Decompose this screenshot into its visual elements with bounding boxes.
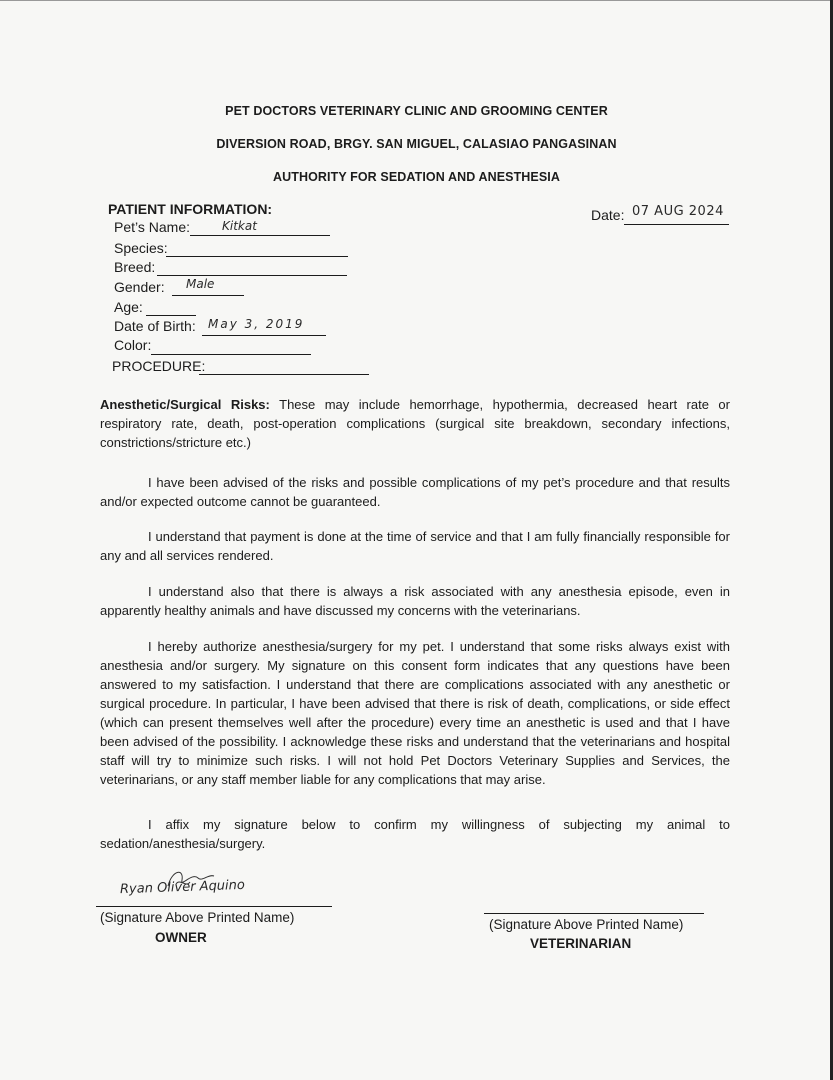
- gender-value: Male: [186, 277, 215, 291]
- breed-line: [157, 275, 347, 276]
- procedure-line: [199, 374, 369, 375]
- age-label: Age:: [114, 299, 143, 315]
- gender-line: [172, 295, 244, 296]
- owner-signature-line: [96, 906, 332, 907]
- risks-heading: Anesthetic/Surgical Risks:: [100, 397, 270, 412]
- paragraph-anesthesia-risk: I understand also that there is always a risk associated with any anesthesia episode, even in apparently healthy animals and have discussed my concerns with the veterinarians.: [100, 584, 730, 618]
- risks-paragraph: [100, 395, 730, 452]
- paragraph-affix-signature: I affix my signature below to confirm my willingness of subjecting my animal to sedation/anesthesia/surgery.: [100, 817, 730, 851]
- dob-label: Date of Birth:: [114, 318, 196, 334]
- gender-label: Gender:: [114, 279, 165, 295]
- owner-signature: Ryan Oliver Aquino: [119, 877, 246, 898]
- pets-name-label: Pet’s Name:: [114, 219, 190, 235]
- form-title: AUTHORITY FOR SEDATION AND ANESTHESIA: [272, 170, 561, 184]
- vet-role: VETERINARIAN: [530, 936, 632, 951]
- breed-label: Breed:: [114, 259, 156, 275]
- paragraph-authorization: I hereby authorize anesthesia/surgery for my pet. I understand that some risks always exist with anesthesia and/or surgery. My signature on this consent form indicates that any questions have been answered to my satisfaction. I understand that there are complications associated with any anesthetic or surgical procedure. In particular, I have been advised that there is risk of death, complications, or side effect (which can present themselves well after the procedure) every time an anesthetic is used and that I have been advised of the possibility. I acknowledge these risks and understand that the veterinarians and hospital staff will try to minimize such risks. I will not hold Pet Doctors Veterinary Supplies and Services, the veterinarians, or any staff member liable for any complications that may arise.: [100, 639, 730, 787]
- date-label: Date:: [591, 207, 625, 223]
- paragraph-payment: I understand that payment is done at the time of service and that I am fully financially responsible for any and all services rendered.: [100, 529, 730, 563]
- owner-signature-caption: (Signature Above Printed Name): [100, 910, 295, 925]
- risks-text: These may include hemorrhage, hypothermia, decreased heart rate or respiratory rate, death, post-operation complications (surgical site breakdown, secondary infections, constrictions/stricture etc.): [100, 397, 730, 450]
- procedure-label: PROCEDURE:: [112, 358, 206, 374]
- pets-name-value: Kitkat: [222, 219, 257, 233]
- date-value: 07 AUG 2024: [632, 204, 724, 219]
- dob-value: May 3, 2019: [208, 317, 305, 331]
- paragraph-risks-advised: I have been advised of the risks and possible complications of my pet’s procedure and that results and/or expected outcome cannot be guaranteed.: [100, 475, 730, 509]
- color-line: [151, 354, 311, 355]
- clinic-address: DIVERSION ROAD, BRGY. SAN MIGUEL, CALASIAO PANGASINAN: [216, 137, 617, 151]
- species-label: Species:: [114, 240, 168, 256]
- owner-role: OWNER: [155, 930, 207, 945]
- pets-name-line: [190, 235, 330, 236]
- date-line: [624, 224, 729, 225]
- clinic-name: PET DOCTORS VETERINARY CLINIC AND GROOMING CENTER: [225, 104, 608, 118]
- dob-line: [202, 335, 326, 336]
- patient-info-heading: PATIENT INFORMATION:: [108, 201, 273, 217]
- color-label: Color:: [114, 337, 152, 353]
- species-line: [166, 256, 348, 257]
- scan-top-edge: [0, 0, 833, 1]
- age-line: [146, 315, 196, 316]
- vet-signature-line: [484, 913, 704, 914]
- owner-signature-flourish: [162, 866, 222, 894]
- vet-signature-caption: (Signature Above Printed Name): [489, 917, 684, 932]
